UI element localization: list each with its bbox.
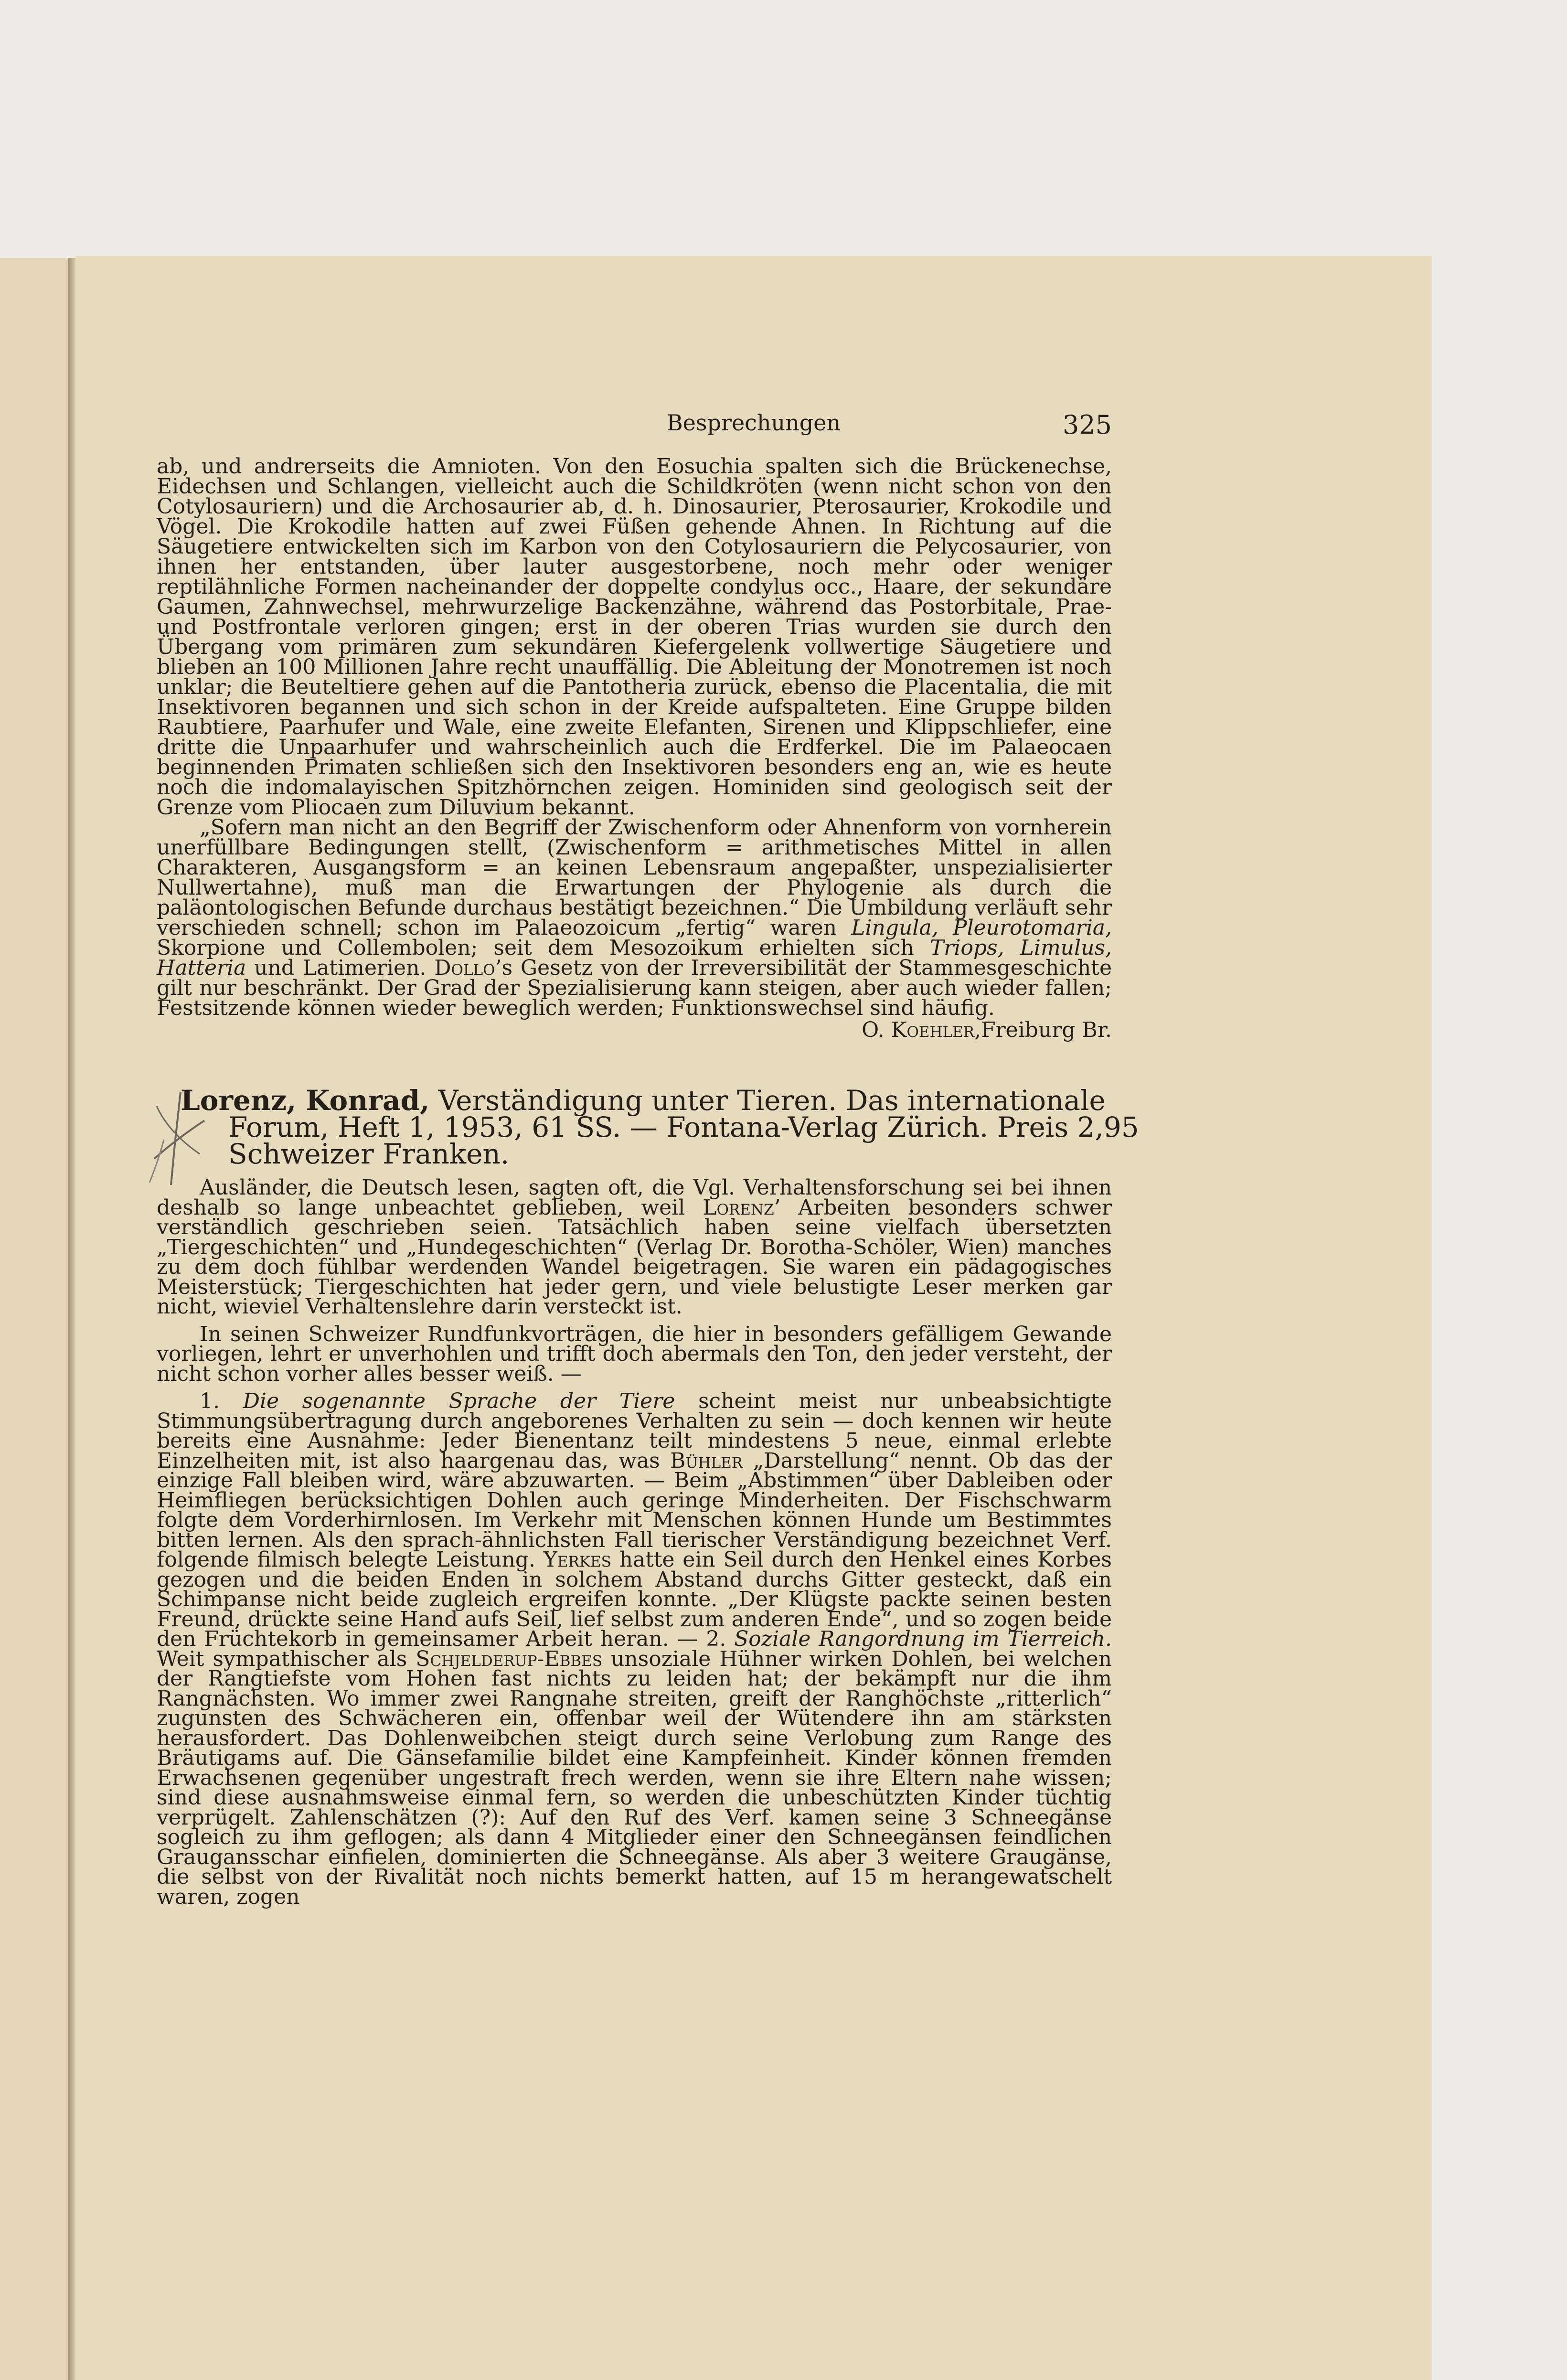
review-heading [181, 1084, 1160, 1170]
running-head: Besprechungen [666, 410, 841, 436]
book-page [75, 256, 1432, 2380]
paragraph: In seinen Schweizer Rundfunkvorträgen, die hier in besonders gefälligem Gewande vorliegen, lehrt er unverhohlen und trifft doch abermals den Ton, den jeder versteht, der nicht schon vorher alles besser weiß. — [157, 1322, 1112, 1386]
review-author: Lorenz, Konrad, [181, 1084, 430, 1117]
paragraph: 1. Die sogenannte Sprache der Tiere scheint meist nur unbeabsichtigte Stimmungsübertragung durch angeborenes Verhalten zu sein — doch kennen wir heute bereits eine Ausnahme: Jeder Bienentanz teilt mindestens 5 neue, einmal erlebte Einzelheiten mit, ist also haargenau das, was Bühler „Darstellung“ nennt. Ob das der einzige Fall bleiben wird, wäre abzuwarten. — Beim „Abstimmen“ über Dableiben oder Heimfliegen berücksichtigen Dohlen auch geringe Minderheiten. Der Fischschwarm folgte dem Vorderhirnlosen. Im Verkehr mit Menschen können Hunde um Bestimmtes bitten lernen. Als den sprach-ähnlichsten Fall tierischer Verständigung bezeichnet Verf. folgende filmisch belegte Leistung. Yerkes hatte ein Seil durch den Henkel eines Korbes gezogen und die beiden Enden in solchem Abstand durchs Gitter gesteckt, daß ein Schimpanse nicht beide zugleich ergreifen konnte. „Der Klügste packte seinen besten Freund, drückte seine Hand aufs Seil, lief selbst zum anderen Ende“, und so zogen beide den Früchtekorb in gemeinsamer Arbeit heran. — 2. Soziale Rangordnung im Tierreich. Weit sympathischer als Schjelderup-Ebbes unsoziale Hühner wirken Dohlen, bei welchen der Rangtiefste vom Hohen fast nichts zu leiden hat; der bekämpft nur die ihm Rangnächsten. Wo immer zwei Rangnahe streiten, greift der Ranghöchste „ritterlich“ zugunsten des Schwächeren ein, offenbar weil der Wütendere ihn am stärksten herausfordert. Das Dohlenweibchen steigt durch seine Verlobung zum Range des Bräutigams auf. Die Gänsefamilie bildet eine Kampfeinheit. Kinder können fremden Erwachsenen gegenüber ungestraft frech werden, wenn sie ihre Eltern nahe wissen; sind diese ausnahmsweise einmal fern, so werden die unbeschützten Kinder tüchtig verprügelt. Zahlenschätzen (?): Auf den Ruf des Verf. kamen seine 3 Schneegänse sogleich zu ihm geflogen; als dann 4 Mitglieder einer den Schneegänsen feindlichen Graugansschar einfielen, dominierten die Schneegänse. Als aber 3 weitere Graugänse, die selbst von der Rivalität noch nichts bemerkt hatten, auf 15 m herangewatschelt waren, zogen [157, 1389, 1112, 1909]
review-citation: Verständigung unter Tieren. Das internationale Forum, Heft 1, 1953, 61 SS. — Fontana-Verlag Zürich. Preis 2,95 Schweizer Franken. [228, 1084, 1139, 1170]
paragraph: ab, und andrerseits die Amnioten. Von den Eosuchia spalten sich die Brückenechse, Eidechsen und Schlangen, vielleicht auch die Schildkröten (wenn nicht schon von den Cotylosauriern) und die Archosaurier ab, d. h. Dinosaurier, Pterosaurier, Krokodile und Vögel. Die Krokodile hatten auf zwei Füßen gehende Ahnen. In Richtung auf die Säugetiere entwickelten sich im Karbon von den Cotylosauriern die Pelycosaurier, von ihnen her entstanden, über lauter ausgestorbene, noch mehr oder weniger reptilähnliche Formen nacheinander der doppelte condylus occ., Haare, der sekundäre Gaumen, Zahnwechsel, mehrwurzelige Backenzähne, während das Postorbitale, Prae- und Postfrontale verloren gingen; erst in der oberen Trias wurden sie durch den Übergang vom primären zum sekundären Kiefergelenk vollwertige Säugetiere und blieben an 100 Millionen Jahre recht unauffällig. Die Ableitung der Monotremen ist noch unklar; die Beuteltiere gehen auf die Pantotheria zurück, ebenso die Placentalia, die mit Insektivoren begannen und sich schon in der Kreide aufspalteten. Eine Gruppe bilden Raubtiere, Paarhufer und Wale, eine zweite Elefanten, Sirenen und Klippschliefer, eine dritte die Unpaarhufer und wahrscheinlich auch die Erdferkel. Die im Palaeocaen beginnenden Primaten schließen sich den Insektivoren besonders eng an, wie es heute noch die indomalayischen Spitzhörnchen zeigen. Hominiden sind geologisch seit der Grenze vom Pliocaen zum Diluvium bekannt. [157, 454, 1112, 820]
reviewer-signature: O. Koehler,Freiburg Br. [862, 1018, 1112, 1042]
paragraph: Ausländer, die Deutsch lesen, sagten oft, die Vgl. Verhaltensforschung sei bei ihnen deshalb so lange unbeachtet geblieben, weil Lorenz’ Arbeiten besonders schwer verständlich geschrieben seien. Tatsächlich haben seine vielfach übersetzten „Tiergeschichten“ und „Hundegeschichten“ (Verlag Dr. Borotha-Schöler, Wien) manches zu dem doch fühlbar werdenden Wandel beigetragen. Sie waren ein pädagogisches Meisterstück; Tiergeschichten hat jeder gern, und viele belustigte Leser merken gar nicht, wieviel Verhaltenslehre darin versteckt ist. [157, 1175, 1112, 1319]
facing-page [0, 258, 72, 2380]
review-text [157, 1175, 1112, 1909]
paragraph: „Sofern man nicht an den Begriff der Zwischenform oder Ahnenform von vornherein unerfüllbare Bedingungen stellt, (Zwischenform = arithmetisches Mittel in allen Charakteren, Ausgangsform = an keinen Lebensraum angepaßter, unspezialisierter Nullwertahne), muß man die Erwartungen der Phylogenie als durch die paläontologischen Befunde durchaus bestätigt bezeichnen.“ Die Umbildung verläuft sehr verschieden schnell; schon im Palaeozoicum „fertig“ waren Lingula, Pleurotomaria, Skorpione und Collembolen; seit dem Mesozoikum erhielten sich Triops, Limulus, Hatteria und Latimerien. Dollo’s Gesetz von der Irreversibilität der Stammesgeschichte gilt nur beschränkt. Der Grad der Spezialisierung kann steigen, aber auch wieder fallen; Festsitzende können wieder beweglich werden; Funktionswechsel sind häufig. [157, 815, 1112, 1020]
previous-review-text [157, 454, 1112, 1042]
page-number: 325 [1062, 410, 1112, 440]
